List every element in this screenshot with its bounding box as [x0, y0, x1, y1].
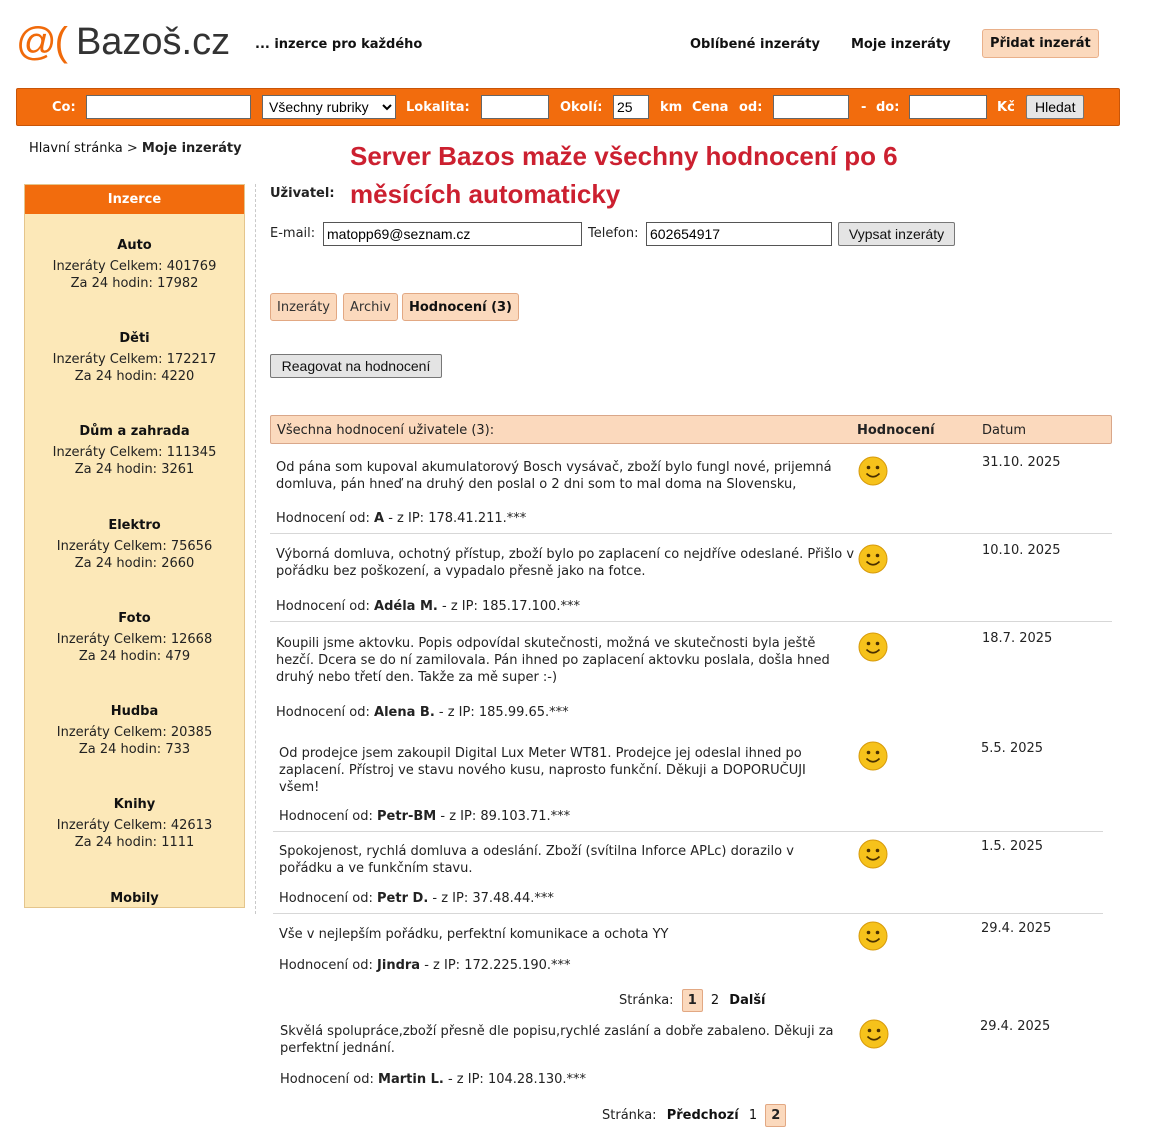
rating-author — [279, 891, 554, 906]
sidebar-category — [25, 237, 244, 292]
rating-text: Výborná domluva, ochotný přístup, zboží bylo po zaplacení co nejdříve odeslané. Přišlo v pořádku bez poškození, a vypadalo přesně jako na fotce. — [276, 547, 855, 579]
nav-favorites-link[interactable]: Oblíbené inzeráty — [690, 37, 820, 52]
category-total — [25, 817, 244, 834]
author-name: Jindra — [377, 958, 421, 973]
day-value: 3261 — [161, 462, 195, 477]
total-value: 401769 — [166, 259, 217, 274]
day-label: Za 24 hodin: — [78, 649, 162, 664]
from-label: Hodnocení od: — [279, 891, 373, 906]
column-divider — [255, 184, 256, 914]
ip-label: - z IP: — [432, 891, 469, 906]
tab-ratings[interactable]: Hodnocení (3) — [402, 293, 519, 321]
rating-row — [270, 444, 1112, 532]
price-from-label: od: — [739, 100, 763, 115]
rating-date: 1.5. 2025 — [981, 839, 1044, 854]
sidebar — [24, 184, 245, 908]
category-day — [25, 555, 244, 572]
rating-text: Skvělá spolupráce,zboží přesně dle popisu,rychlé zaslání a dobře zabaleno. Děkuji za perfektní jednání. — [280, 1024, 834, 1056]
day-label: Za 24 hodin: — [70, 276, 153, 291]
rating-text: Vše v nejlepším pořádku, perfektní komunikace a ochota YY — [279, 927, 669, 942]
phone-label: Telefon: — [588, 226, 639, 241]
radius-label: Okolí: — [560, 100, 603, 115]
category-link-elektro[interactable]: Elektro — [108, 518, 161, 533]
ip-value: 178.41.211.*** — [428, 511, 527, 526]
ip-label: - z IP: — [388, 511, 425, 526]
category-link-auto[interactable]: Auto — [117, 238, 152, 253]
rating-text: Od pána som kupoval akumulatorový Bosch vysávač, zboží bylo fungl nové, prijemná domluva, pán hneď na druhý den poslal o 2 dni som to mal doma na Slovensku, — [276, 460, 832, 492]
ip-label: - z IP: — [438, 705, 475, 720]
breadcrumb-current: Moje inzeráty — [141, 141, 242, 156]
total-value: 111345 — [166, 445, 217, 460]
smiley-icon — [858, 921, 888, 951]
category-total — [25, 258, 244, 275]
header-rating: Hodnocení — [857, 423, 935, 438]
day-label: Za 24 hodin: — [78, 742, 162, 757]
location-label: Lokalita: — [406, 100, 470, 115]
rating-text: Od prodejce jsem zakoupil Digital Lux Meter WT81. Prodejce jej odeslal ihned po zaplacení. Přístroj ve stavu nového kusu, naprosto funkční. Děkuji a DOPORUČUJI všem! — [279, 746, 806, 795]
pager-current-page: 2 — [765, 1104, 786, 1127]
pager-page-link[interactable]: 2 — [710, 993, 720, 1008]
ip-value: 89.103.71.*** — [480, 809, 571, 824]
ratings-table-header — [270, 415, 1112, 444]
ip-label: - z IP: — [440, 809, 477, 824]
category-link-knihy[interactable]: Knihy — [113, 797, 156, 812]
phone-field[interactable] — [646, 222, 832, 246]
pagination-1 — [619, 989, 766, 1012]
rating-date: 29.4. 2025 — [980, 1019, 1051, 1034]
day-label: Za 24 hodin: — [74, 462, 158, 477]
smiley-icon — [858, 632, 888, 662]
from-label: Hodnocení od: — [279, 958, 373, 973]
ip-value: 185.99.65.*** — [478, 705, 569, 720]
day-label: Za 24 hodin: — [74, 369, 158, 384]
logo-at-mark: @( — [16, 19, 66, 64]
from-label: Hodnocení od: — [276, 599, 370, 614]
category-total — [25, 444, 244, 461]
tab-archive[interactable]: Archiv — [343, 293, 398, 321]
price-to-input[interactable] — [909, 95, 987, 119]
sidebar-category — [25, 610, 244, 665]
category-total — [25, 351, 244, 368]
tagline: ... inzerce pro každého — [255, 37, 423, 52]
sidebar-category — [25, 890, 244, 908]
category-link-hudba[interactable]: Hudba — [110, 704, 159, 719]
notice-annotation: Server Bazos maže všechny hodnocení po 6 měsících automaticky — [350, 141, 898, 209]
day-value: 2660 — [161, 556, 195, 571]
day-value: 1111 — [161, 835, 195, 850]
total-value: 42613 — [170, 818, 213, 833]
from-label: Hodnocení od: — [279, 809, 373, 824]
author-name: Alena B. — [374, 705, 435, 720]
radius-unit: km — [660, 100, 683, 115]
category-link-dum-a-zahrada[interactable]: Dům a zahrada — [79, 424, 190, 439]
total-label: Inzeráty Celkem: — [56, 818, 167, 833]
pager-current-page: 1 — [682, 989, 703, 1012]
rating-date: 31.10. 2025 — [982, 455, 1061, 470]
rating-row — [270, 915, 1112, 975]
category-total — [25, 538, 244, 555]
from-label: Hodnocení od: — [280, 1072, 374, 1087]
search-bar — [16, 88, 1120, 126]
rating-text: Spokojenost, rychlá domluva a odeslání. Zboží (svítilna Inforce APLc) dorazilo v pořádku a ve funkčním stavu. — [279, 844, 794, 876]
breadcrumb — [29, 141, 242, 156]
pager-label: Stránka: — [619, 993, 674, 1008]
ip-value: 104.28.130.*** — [487, 1072, 587, 1087]
header-date: Datum — [982, 423, 1026, 438]
category-day — [25, 834, 244, 851]
pager-prev-link[interactable]: Předchozí — [666, 1108, 739, 1123]
total-label: Inzeráty Celkem: — [56, 725, 167, 740]
day-value: 17982 — [157, 276, 199, 291]
total-label: Inzeráty Celkem: — [52, 445, 163, 460]
total-label: Inzeráty Celkem: — [52, 259, 163, 274]
author-name: Adéla M. — [374, 599, 438, 614]
pager-page-link[interactable]: 1 — [748, 1108, 758, 1123]
category-day — [25, 368, 244, 385]
smiley-icon — [858, 456, 888, 486]
rating-date: 18.7. 2025 — [982, 631, 1053, 646]
list-ads-button[interactable]: Vypsat inzeráty — [838, 222, 955, 246]
day-value: 4220 — [161, 369, 195, 384]
ip-label: - z IP: — [424, 958, 461, 973]
ip-value: 172.225.190.*** — [464, 958, 571, 973]
day-label: Za 24 hodin: — [74, 835, 158, 850]
ip-label: - z IP: — [447, 1072, 484, 1087]
category-day — [25, 461, 244, 478]
from-label: Hodnocení od: — [276, 511, 370, 526]
radius-input[interactable] — [613, 95, 649, 119]
ip-value: 185.17.100.*** — [481, 599, 581, 614]
currency-label: Kč — [997, 100, 1015, 115]
sidebar-category — [25, 796, 244, 851]
tab-ads[interactable]: Inzeráty — [270, 293, 337, 321]
day-value: 479 — [165, 649, 191, 664]
logo-name: Bazoš.cz — [75, 20, 231, 63]
sidebar-category — [25, 330, 244, 385]
what-input[interactable] — [86, 95, 251, 119]
what-label: Co: — [52, 100, 76, 115]
total-label: Inzeráty Celkem: — [52, 352, 163, 367]
rating-text: Koupili jsme aktovku. Popis odpovídal skutečnosti, možná ve skutečnosti byla ještě hezčí. Dcera se do ní zamilovala. Pán ihned po zaplacení aktovku poslala, došla hned druhý nebo třetí den. Takže za mě super :-) — [276, 636, 830, 685]
rating-row — [270, 533, 1112, 621]
respond-to-rating-button[interactable]: Reagovat na hodnocení — [270, 354, 442, 378]
smiley-icon — [859, 1019, 889, 1049]
rating-date: 10.10. 2025 — [982, 543, 1061, 558]
category-day — [25, 648, 244, 665]
ip-label: - z IP: — [442, 599, 478, 614]
category-select[interactable] — [262, 95, 396, 119]
smiley-icon — [858, 839, 888, 869]
row-separator — [273, 913, 1103, 914]
rating-author — [276, 705, 569, 720]
total-value: 20385 — [170, 725, 213, 740]
smiley-icon — [858, 741, 888, 771]
user-label: Uživatel: — [270, 186, 335, 201]
email-label: E-mail: — [270, 226, 316, 241]
rating-author — [280, 1072, 586, 1087]
rating-author — [279, 809, 570, 824]
price-from-input[interactable] — [773, 95, 849, 119]
rating-date: 29.4. 2025 — [981, 921, 1052, 936]
total-label: Inzeráty Celkem: — [56, 539, 167, 554]
search-button[interactable]: Hledat — [1026, 95, 1084, 119]
total-value: 172217 — [166, 352, 217, 367]
from-label: Hodnocení od: — [276, 705, 370, 720]
breadcrumb-separator: > — [126, 141, 138, 156]
author-name: Petr D. — [377, 891, 429, 906]
pager-label: Stránka: — [602, 1108, 657, 1123]
price-dash: - — [861, 100, 867, 115]
rating-author — [276, 511, 526, 526]
sidebar-category — [25, 517, 244, 572]
rating-author — [279, 958, 571, 973]
category-total — [25, 724, 244, 741]
category-link-foto[interactable]: Foto — [118, 611, 151, 626]
add-ad-button[interactable]: Přidat inzerát — [982, 29, 1099, 58]
pager-next-link[interactable]: Další — [729, 993, 766, 1008]
smiley-icon — [858, 544, 888, 574]
day-value: 733 — [165, 742, 191, 757]
category-link-mobily[interactable]: Mobily — [110, 891, 159, 906]
author-name: A — [374, 511, 385, 526]
category-total — [25, 631, 244, 648]
author-name: Martin L. — [378, 1072, 444, 1087]
pagination-2 — [602, 1104, 786, 1127]
author-name: Petr-BM — [377, 809, 437, 824]
header-all-ratings: Všechna hodnocení uživatele (3): — [277, 423, 495, 438]
ip-value: 37.48.44.*** — [472, 891, 554, 906]
category-day — [25, 275, 244, 292]
rating-row — [270, 832, 1112, 912]
category-day — [25, 741, 244, 758]
site-logo[interactable] — [16, 20, 230, 64]
email-field[interactable] — [323, 222, 582, 246]
price-label: Cena — [692, 100, 729, 115]
rating-row — [270, 622, 1112, 727]
total-value: 75656 — [170, 539, 213, 554]
rating-row — [270, 735, 1112, 830]
category-link-deti[interactable]: Děti — [119, 331, 150, 346]
price-to-label: do: — [876, 100, 900, 115]
rating-date: 5.5. 2025 — [981, 741, 1044, 756]
location-input[interactable] — [481, 95, 549, 119]
sidebar-category — [25, 703, 244, 758]
sidebar-title: Inzerce — [25, 185, 244, 214]
total-label: Inzeráty Celkem: — [56, 632, 167, 647]
rating-row — [270, 1014, 1112, 1094]
nav-my-ads-link[interactable]: Moje inzeráty — [851, 37, 951, 52]
rating-author — [276, 599, 580, 614]
day-label: Za 24 hodin: — [74, 556, 158, 571]
breadcrumb-home-link[interactable]: Hlavní stránka — [29, 141, 123, 156]
total-value: 12668 — [170, 632, 213, 647]
sidebar-category — [25, 423, 244, 478]
